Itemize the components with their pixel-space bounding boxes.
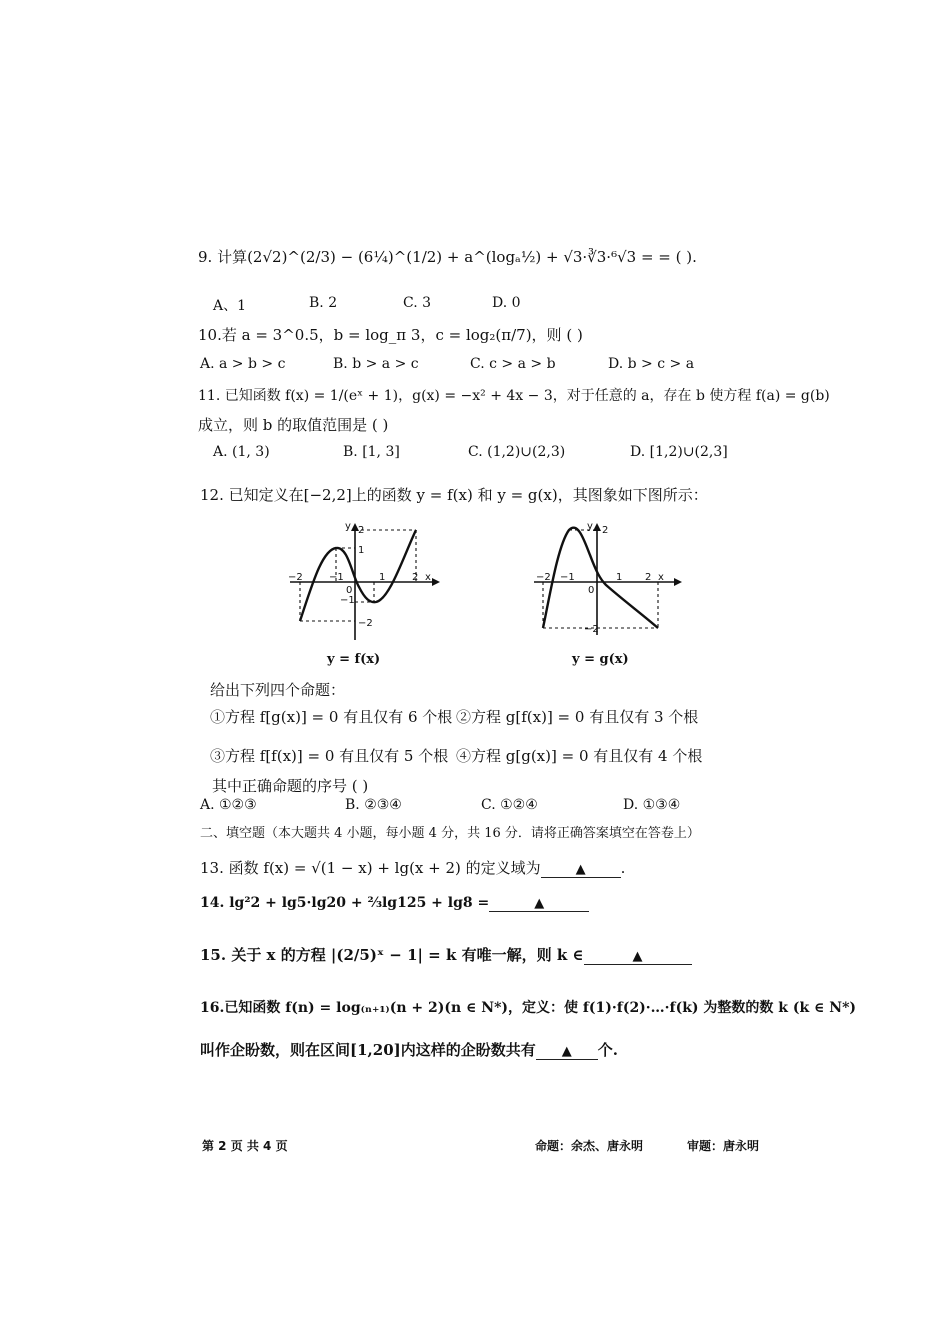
q12-option-b: B. ②③④ bbox=[345, 797, 402, 813]
graph-f-caption: y = f(x) bbox=[327, 652, 381, 667]
q10-option-c: C. c > a > b bbox=[470, 356, 556, 372]
f-label-origin: 0 bbox=[346, 585, 353, 596]
q11-option-b: B. [1, 3] bbox=[343, 444, 400, 460]
q12-intro: 给出下列四个命题： bbox=[210, 681, 346, 699]
q11-line2: 成立，则 b 的取值范围是 ( ) bbox=[198, 416, 389, 434]
graph-f bbox=[282, 515, 452, 650]
q14 bbox=[200, 895, 589, 912]
q13 bbox=[200, 857, 625, 878]
q13-blank-mark: ▲ bbox=[575, 862, 586, 877]
f-label-neg1: −1 bbox=[340, 595, 355, 606]
q12-prop-4: ④方程 g[g(x)] = 0 有且仅有 4 个根 bbox=[456, 747, 703, 765]
f-label-xneg2: −2 bbox=[288, 572, 303, 583]
q12-prop-2: ②方程 g[f(x)] = 0 有且仅有 3 个根 bbox=[456, 708, 699, 726]
g-label-xneg1: −1 bbox=[560, 572, 575, 583]
q12-prop-1: ①方程 f[g(x)] = 0 有且仅有 6 个根 bbox=[210, 708, 453, 726]
f-label-y: y bbox=[345, 521, 351, 532]
q15 bbox=[200, 944, 692, 965]
q16-blank-mark: ▲ bbox=[561, 1044, 572, 1059]
footer-page: 第 2 页 共 4 页 bbox=[202, 1139, 288, 1153]
q10-option-d: D. b > c > a bbox=[608, 356, 695, 372]
g-label-2: 2 bbox=[602, 525, 609, 536]
g-label-neg2: −2 bbox=[584, 624, 599, 635]
q11-line1: 11. 已知函数 f(x) = 1/(eˣ + 1)，g(x) = −x² + 4x − 3，对于任意的 a，存在 b 使方程 f(a) = g(b) bbox=[198, 388, 830, 404]
q12-option-a: A. ①②③ bbox=[200, 797, 257, 813]
graph-g bbox=[528, 515, 688, 650]
q15-blank-mark: ▲ bbox=[632, 949, 643, 964]
q9-text: 9. 计算(2√2)^(2/3) − (6¼)^(1/2) + a^(logₐ½) + √3·∛3·⁶√3 = = ( ). bbox=[198, 248, 697, 266]
q12-option-d: D. ①③④ bbox=[623, 797, 681, 813]
q13-text: 13. 函数 f(x) = √(1 − x) + lg(x + 2) 的定义域为 bbox=[200, 859, 541, 877]
q11-option-a: A. (1, 3) bbox=[213, 444, 270, 460]
q16-line1: 16.已知函数 f(n) = log₍ₙ₊₁₎(n + 2)(n ∈ N*)，定义：使 f(1)·f(2)·…·f(k) 为整数的数 k (k ∈ N*) bbox=[200, 1000, 857, 1016]
q9-option-b: B. 2 bbox=[309, 295, 338, 311]
f-curve bbox=[300, 530, 419, 621]
footer-reviewer: 审题：唐永明 bbox=[687, 1139, 760, 1153]
q12-prop-3: ③方程 f[f(x)] = 0 有且仅有 5 个根 bbox=[210, 747, 449, 765]
q10-text: 10.若 a = 3^0.5，b = log_π 3，c = log₂(π/7)，则 ( ) bbox=[198, 326, 583, 344]
q9-option-d: D. 0 bbox=[492, 295, 521, 311]
q14-text: 14. lg²2 + lg5·lg20 + ⅔lg125 + lg8 = bbox=[200, 895, 490, 911]
f-label-neg2: −2 bbox=[358, 618, 373, 629]
q15-text: 15. 关于 x 的方程 |(2/5)ˣ − 1| = k 有唯一解，则 k ∈ bbox=[200, 946, 584, 964]
q16-line2 bbox=[200, 1039, 618, 1060]
q16-end: 个. bbox=[597, 1041, 618, 1059]
g-label-origin: 0 bbox=[588, 585, 595, 596]
f-label-2: 2 bbox=[358, 525, 365, 536]
f-label-xneg1: −1 bbox=[329, 572, 344, 583]
q16-blank[interactable] bbox=[536, 1041, 598, 1060]
g-label-x2: 2 bbox=[645, 572, 652, 583]
q16-text: 叫作企盼数，则在区间[1,20]内这样的企盼数共有 bbox=[200, 1041, 536, 1059]
q13-blank[interactable] bbox=[541, 859, 621, 878]
q13-end: . bbox=[620, 859, 626, 877]
q10-option-a: A. a > b > c bbox=[200, 356, 286, 372]
g-x-arrow bbox=[674, 578, 682, 586]
q11-option-d: D. [1,2)∪(2,3] bbox=[630, 444, 728, 460]
q14-blank[interactable] bbox=[489, 895, 589, 912]
f-label-1: 1 bbox=[358, 545, 365, 556]
g-label-xneg2: −2 bbox=[536, 572, 551, 583]
q12-option-c: C. ①②④ bbox=[481, 797, 538, 813]
g-label-x: x bbox=[658, 572, 664, 583]
q12-text: 12. 已知定义在[−2,2]上的函数 y = f(x) 和 y = g(x)，其图象如下图所示： bbox=[200, 486, 708, 504]
section-2-heading: 二、填空题（本大题共 4 小题，每小题 4 分，共 16 分．请将正确答案填空在答卷上） bbox=[200, 826, 700, 841]
f-x-arrow bbox=[432, 578, 440, 586]
q9-option-a: A、1 bbox=[213, 298, 247, 314]
g-label-x1: 1 bbox=[616, 572, 623, 583]
graph-g-caption: y = g(x) bbox=[572, 652, 629, 667]
q15-blank[interactable] bbox=[584, 946, 692, 965]
footer-authors: 命题：余杰、唐永明 bbox=[535, 1139, 644, 1153]
q11-option-c: C. (1,2)∪(2,3) bbox=[468, 444, 566, 460]
q12-question: 其中正确命题的序号 ( ) bbox=[212, 777, 369, 795]
q9-option-c: C. 3 bbox=[403, 295, 432, 311]
q14-blank-mark: ▲ bbox=[534, 896, 545, 911]
g-label-y: y bbox=[587, 521, 593, 532]
f-label-x: x bbox=[425, 572, 431, 583]
f-label-x1: 1 bbox=[379, 572, 386, 583]
q10-option-b: B. b > a > c bbox=[333, 356, 419, 372]
f-label-x2: 2 bbox=[412, 572, 419, 583]
